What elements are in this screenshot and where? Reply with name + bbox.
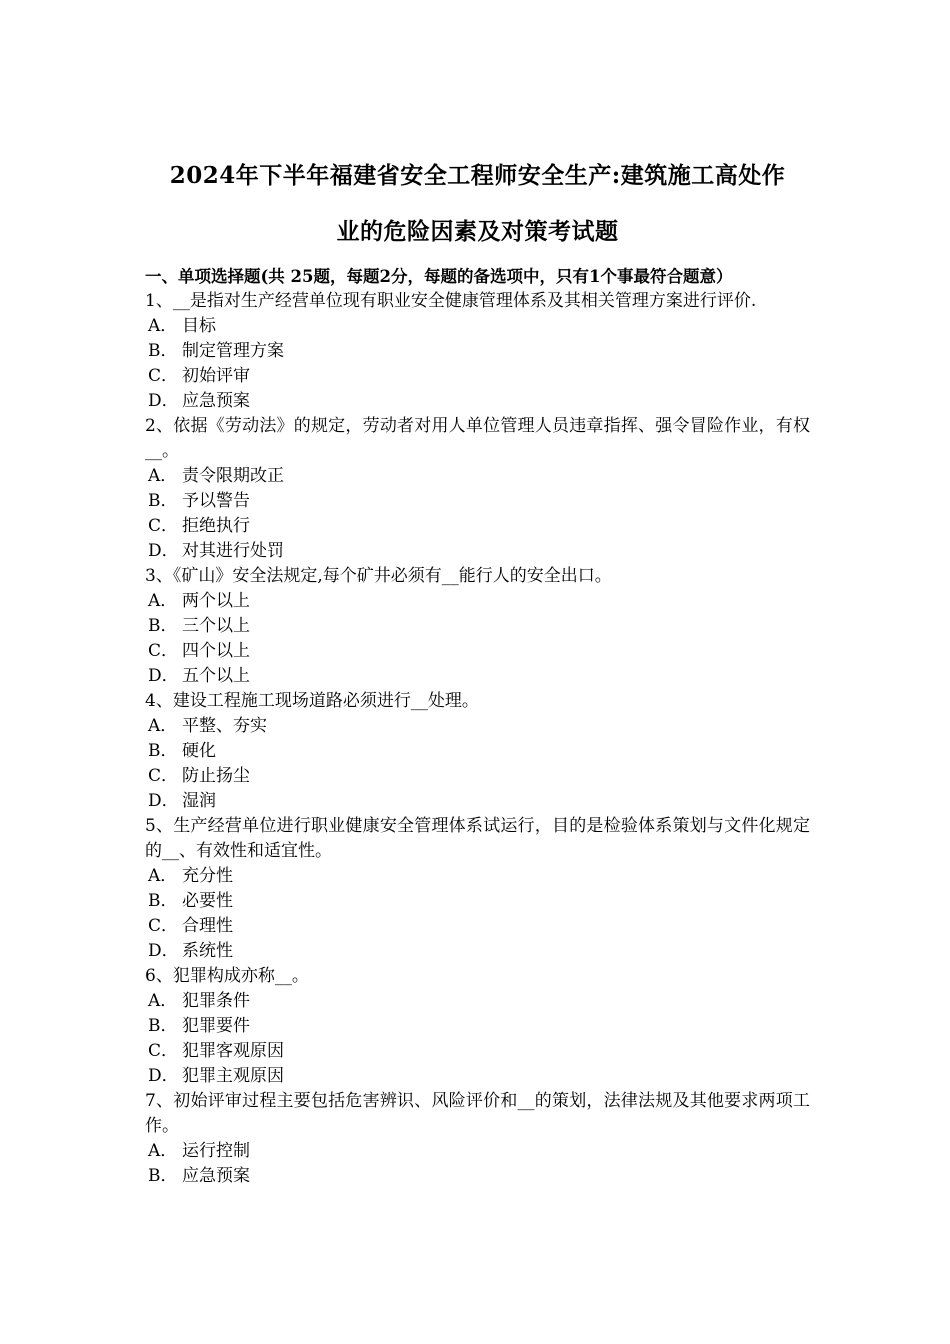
answer-option <box>148 789 810 814</box>
option-letter: C． <box>148 916 179 936</box>
answer-option <box>148 639 810 664</box>
option-letter: D． <box>148 1066 179 1086</box>
question-item <box>145 814 810 964</box>
option-letter: B． <box>148 891 178 911</box>
option-letter: B． <box>148 616 178 636</box>
question-stem: 6、犯罪构成亦称__。 <box>145 966 309 986</box>
answer-option <box>148 889 810 914</box>
answer-option <box>148 364 810 389</box>
option-text: 五个以上 <box>182 666 250 686</box>
option-letter: A． <box>148 466 178 486</box>
answer-option <box>148 1164 810 1189</box>
answer-option <box>148 614 810 639</box>
answer-option <box>148 664 810 689</box>
option-letter: D． <box>148 791 179 811</box>
question-item <box>145 689 810 814</box>
option-text: 防止扬尘 <box>182 766 250 786</box>
option-text: 予以警告 <box>182 491 250 511</box>
question-stem: 4、建设工程施工现场道路必须进行__处理。 <box>145 691 479 711</box>
option-text: 必要性 <box>182 891 233 911</box>
question-stem: 7、初始评审过程主要包括危害辨识、风险评价和__的策划，法律法规及其他要求两项工作。 <box>145 1091 810 1136</box>
answer-option <box>148 764 810 789</box>
option-letter: D． <box>148 391 179 411</box>
answer-option <box>148 514 810 539</box>
answer-option <box>148 714 810 739</box>
option-text: 责令限期改正 <box>182 466 284 486</box>
option-text: 系统性 <box>182 941 233 961</box>
question-item <box>145 289 810 414</box>
option-letter: D． <box>148 941 179 961</box>
answer-option <box>148 314 810 339</box>
option-text: 犯罪客观原因 <box>182 1041 284 1061</box>
answer-option <box>148 1014 810 1039</box>
option-text: 平整、夯实 <box>182 716 267 736</box>
option-letter: B． <box>148 1016 178 1036</box>
option-letter: C． <box>148 366 179 386</box>
answer-option <box>148 389 810 414</box>
option-text: 初始评审 <box>182 366 250 386</box>
option-letter: C． <box>148 766 179 786</box>
question-item <box>145 414 810 564</box>
question-item <box>145 964 810 1089</box>
question-stem: 1、__是指对生产经营单位现有职业安全健康管理体系及其相关管理方案进行评价. <box>145 291 757 311</box>
option-text: 目标 <box>182 316 216 336</box>
option-text: 对其进行处罚 <box>182 541 284 561</box>
option-letter: B． <box>148 491 178 511</box>
answer-option <box>148 1039 810 1064</box>
option-text: 运行控制 <box>182 1141 250 1161</box>
option-letter: C． <box>148 641 179 661</box>
option-letter: A． <box>148 866 178 886</box>
answer-option <box>148 864 810 889</box>
answer-option <box>148 939 810 964</box>
answer-option <box>148 589 810 614</box>
answer-option <box>148 539 810 564</box>
option-text: 两个以上 <box>182 591 250 611</box>
question-stem: 3、《矿山》安全法规定,每个矿井必须有__能行人的安全出口。 <box>145 566 612 586</box>
option-text: 犯罪条件 <box>182 991 250 1011</box>
answer-option <box>148 1064 810 1089</box>
option-text: 犯罪要件 <box>182 1016 250 1036</box>
question-stem: 5、生产经营单位进行职业健康安全管理体系试运行，目的是检验体系策划与文件化规定的__、有效性和适宜性。 <box>145 816 810 861</box>
title-line-1: 2024年下半年福建省安全工程师安全生产:建筑施工高处作 <box>169 162 786 189</box>
document-title <box>145 148 810 260</box>
option-text: 湿润 <box>182 791 216 811</box>
question-list <box>145 289 810 1189</box>
option-text: 应急预案 <box>182 1166 250 1186</box>
title-line-2: 业的危险因素及对策考试题 <box>336 218 619 245</box>
answer-option <box>148 914 810 939</box>
option-letter: A． <box>148 716 178 736</box>
section-heading: 一、单项选择题(共 25题，每题2分，每题的备选项中，只有1个事最符合题意） <box>145 267 733 286</box>
answer-option <box>148 739 810 764</box>
option-text: 充分性 <box>182 866 233 886</box>
option-letter: A． <box>148 316 178 336</box>
option-text: 制定管理方案 <box>182 341 284 361</box>
option-text: 三个以上 <box>182 616 250 636</box>
option-text: 合理性 <box>182 916 233 936</box>
option-text: 四个以上 <box>182 641 250 661</box>
option-letter: C． <box>148 516 179 536</box>
answer-option <box>148 339 810 364</box>
option-letter: A． <box>148 1141 178 1161</box>
option-letter: B． <box>148 741 178 761</box>
option-letter: B． <box>148 341 178 361</box>
option-letter: A． <box>148 991 178 1011</box>
question-item <box>145 564 810 689</box>
option-letter: D． <box>148 541 179 561</box>
option-letter: D． <box>148 666 179 686</box>
answer-option <box>148 489 810 514</box>
option-text: 犯罪主观原因 <box>182 1066 284 1086</box>
answer-option <box>148 464 810 489</box>
answer-option <box>148 989 810 1014</box>
option-text: 拒绝执行 <box>182 516 250 536</box>
option-letter: B． <box>148 1166 178 1186</box>
option-text: 硬化 <box>182 741 216 761</box>
document-page <box>145 148 810 1189</box>
option-letter: A． <box>148 591 178 611</box>
question-stem: 2、依据《劳动法》的规定，劳动者对用人单位管理人员违章指挥、强令冒险作业，有权__。 <box>145 416 810 461</box>
question-item <box>145 1089 810 1189</box>
option-text: 应急预案 <box>182 391 250 411</box>
answer-option <box>148 1139 810 1164</box>
option-letter: C． <box>148 1041 179 1061</box>
